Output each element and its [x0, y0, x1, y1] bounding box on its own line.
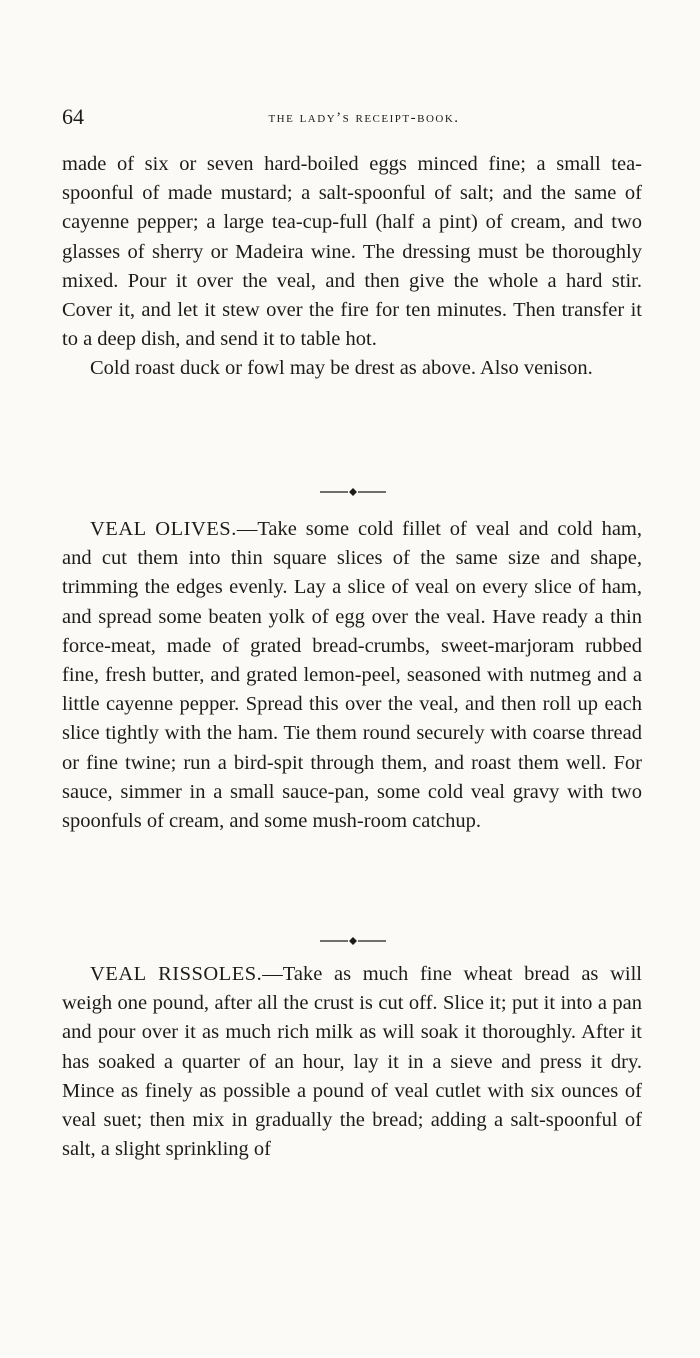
- note-paragraph: Cold roast duck or fowl may be drest as above. Also venison.: [90, 357, 593, 380]
- recipe-veal-rissoles: [62, 960, 642, 1164]
- continuation-block: [62, 150, 642, 384]
- recipe-body: —Take as much fine wheat bread as will weigh one pound, after all the crust is cut off. Slice it; put it into a pan and pour over it as much rich milk as will soak it thoroughly. After it has soaked a quarter of an hour, lay it in a sieve and press it dry. Mince as finely as possible a pound of veal cutlet with six ounces of veal suet; then mix in gradually the bread; adding a salt-spoonful of salt, a slight sprinkling of: [62, 963, 642, 1161]
- recipe-title: VEAL RISSOLES.: [90, 963, 263, 985]
- recipe-title: VEAL OLIVES.: [90, 518, 237, 540]
- section-divider-ornament: [318, 486, 388, 498]
- running-title: the lady’s receipt-book.: [268, 110, 460, 126]
- continuation-paragraph: made of six or seven hard-boiled eggs minced fine; a small tea-spoonful of made mustard; a salt-spoonful of salt; and the same of cayenne pepper; a large tea-cup-full (half a pint) of cream, and two glasses of sherry or Madeira wine. The dressing must be thoroughly mixed. Pour it over the veal, and then give the whole a hard stir. Cover it, and let it stew over the fire for ten minutes. Then transfer it to a deep dish, and send it to table hot.: [62, 153, 642, 351]
- section-divider-ornament: [318, 935, 388, 947]
- recipe-veal-olives: [62, 515, 642, 836]
- page-number: 64: [62, 104, 84, 129]
- running-head: [62, 104, 642, 134]
- recipe-paragraph: [62, 515, 642, 836]
- recipe-paragraph: [62, 960, 642, 1164]
- recipe-body: —Take some cold fillet of veal and cold ham, and cut them into thin square slices of the same size and shape, trimming the edges evenly. Lay a slice of veal on every slice of ham, and spread some beaten yolk of egg over the veal. Have ready a thin force-meat, made of grated bread-crumbs, sweet-marjoram rubbed fine, fresh butter, and grated lemon-peel, seasoned with nutmeg and a little cayenne pepper. Spread this over the veal, and then roll up each slice tightly with the ham. Tie them round securely with coarse thread or fine twine; run a bird-spit through them, and roast them well. For sauce, simmer in a small sauce-pan, some cold veal gravy with two spoonfuls of cream, and some mush-room catchup.: [62, 518, 642, 833]
